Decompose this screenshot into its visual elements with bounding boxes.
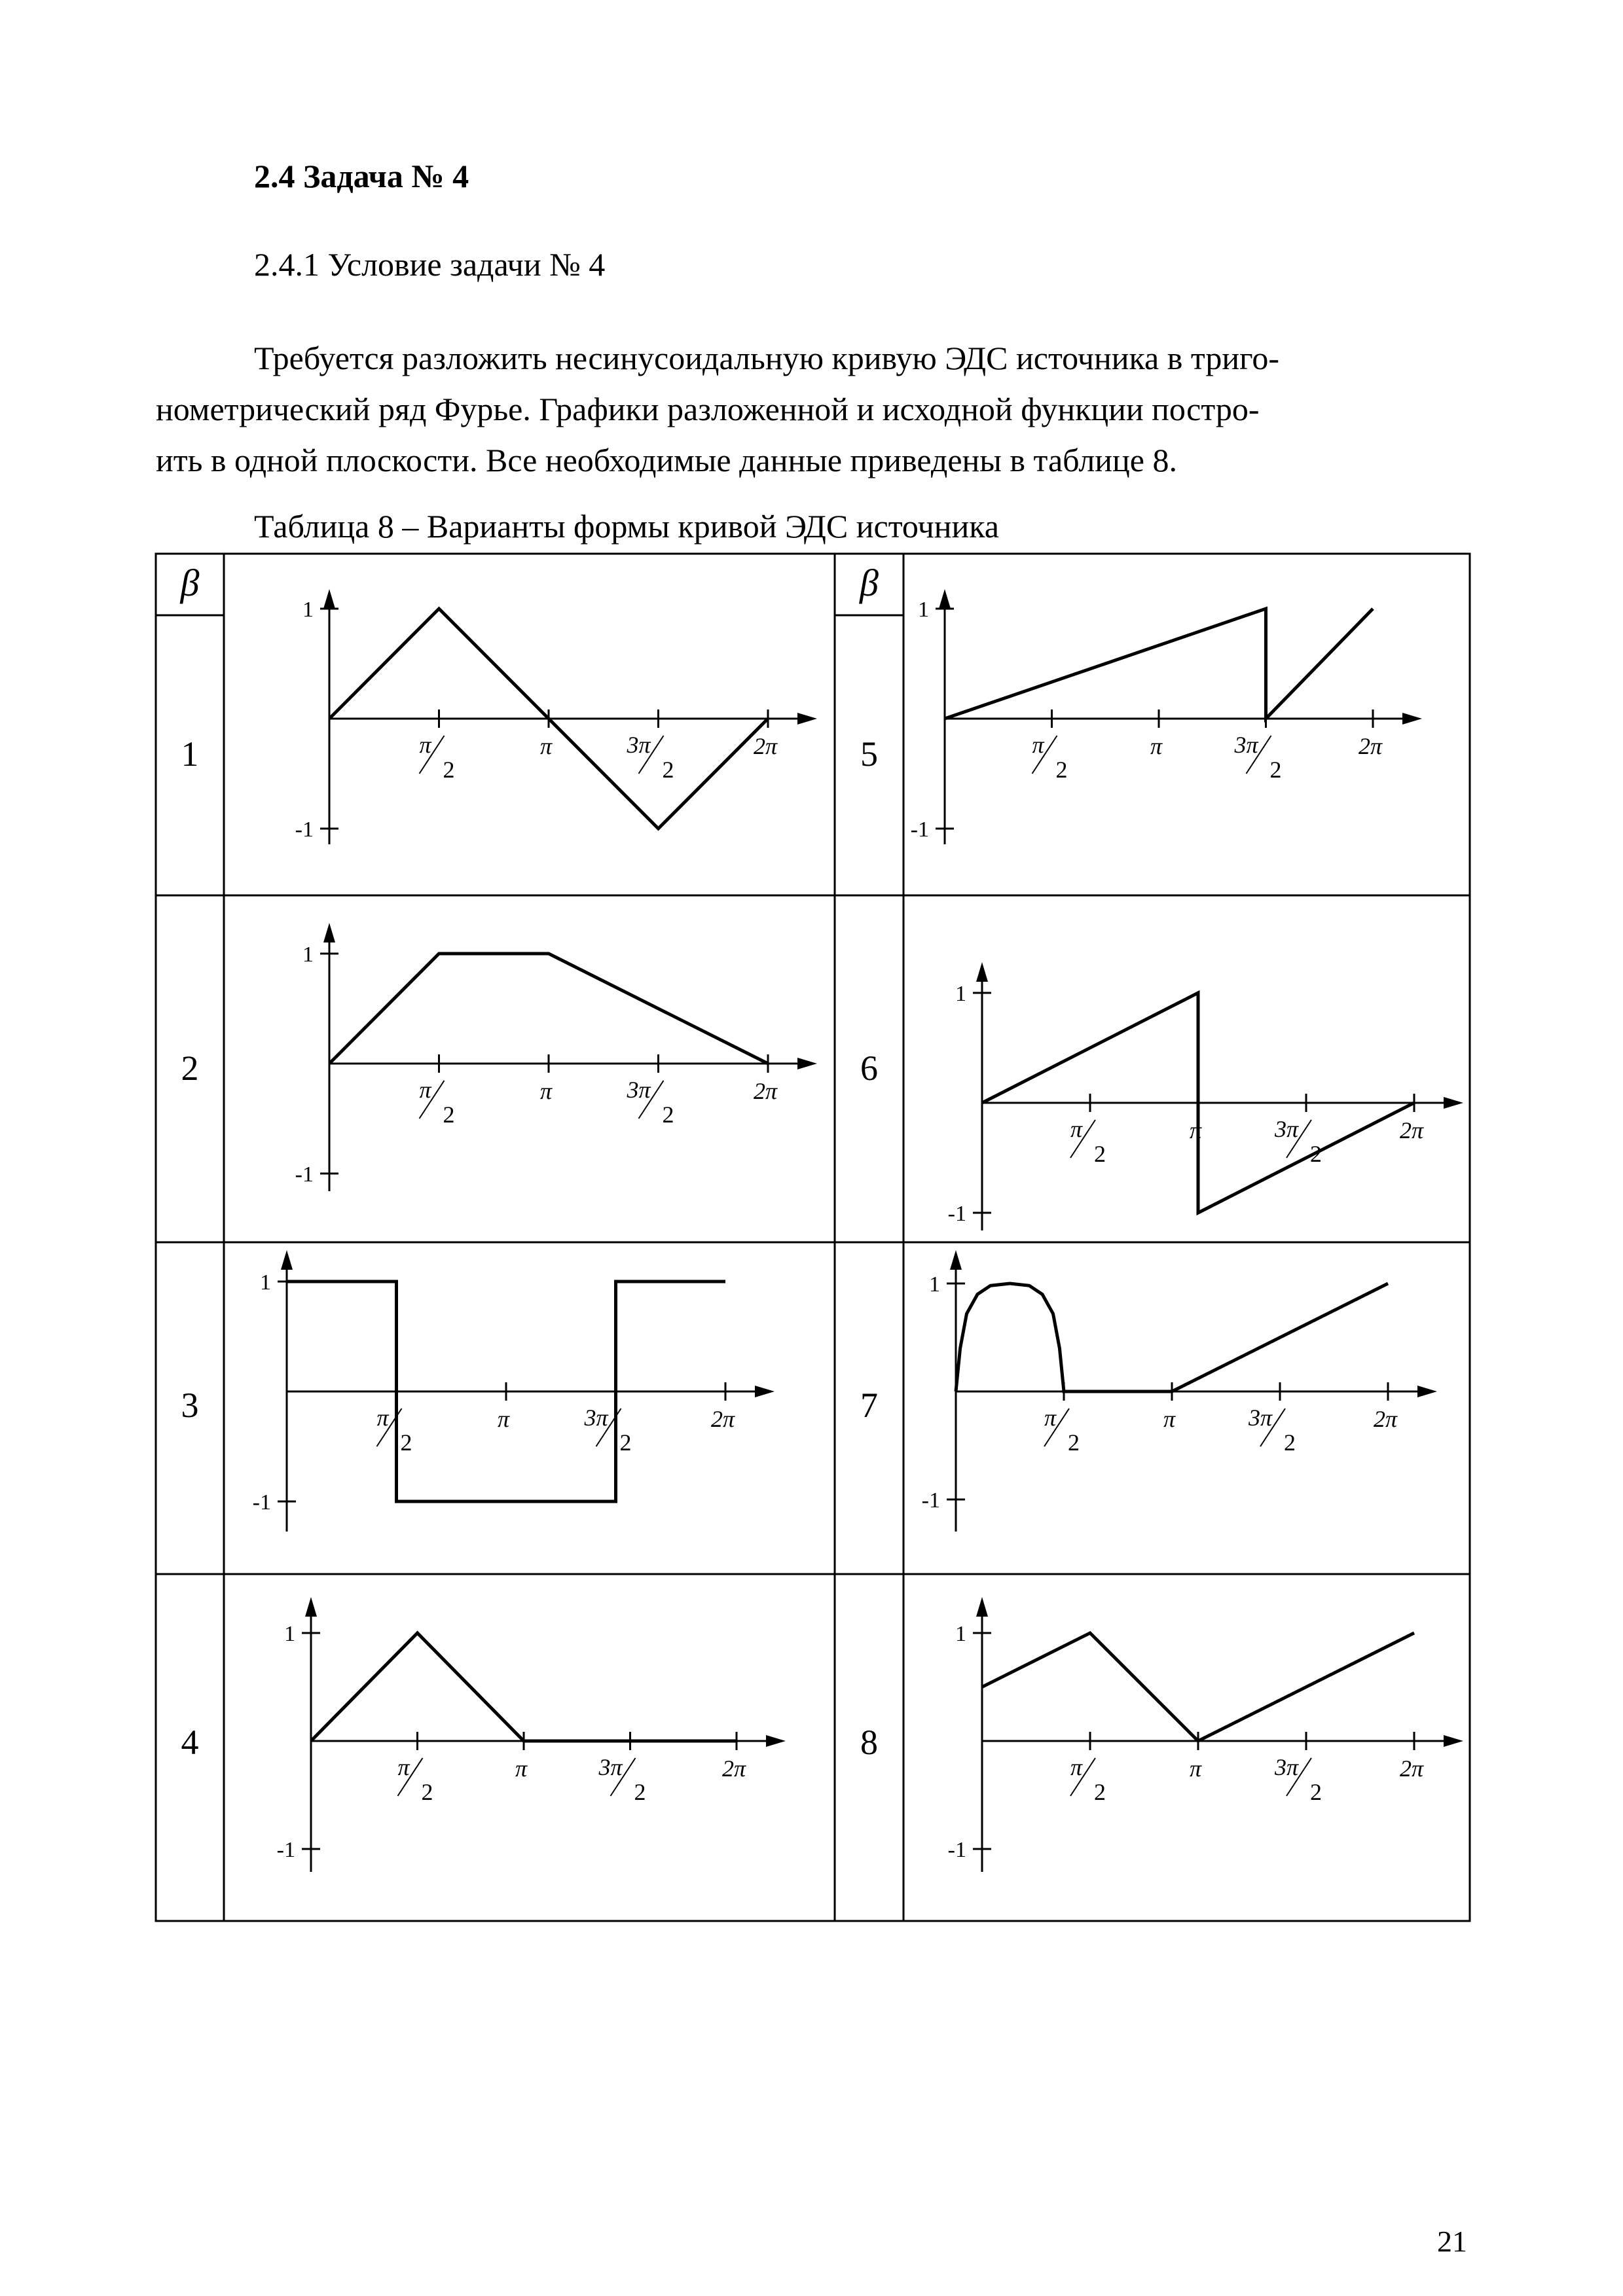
variant-number: 3 [181, 1386, 199, 1425]
y-label-1: 1 [929, 1272, 940, 1297]
y-label-1: 1 [260, 1270, 271, 1295]
fraction-numerator: 3π [598, 1754, 623, 1780]
x-label-pi-half [397, 1754, 433, 1805]
variant-7-cell [860, 1250, 1437, 1532]
x-label-pi-half [419, 1077, 454, 1128]
fraction-denominator: 2 [443, 1102, 455, 1128]
variant-2-cell [181, 923, 818, 1191]
x-label-three-pi-half [1233, 732, 1281, 783]
fraction-numerator: π [419, 732, 431, 758]
variant-number: 2 [181, 1049, 199, 1088]
x-label-pi: π [1189, 1117, 1202, 1143]
fraction-numerator: 3π [1234, 732, 1258, 758]
fraction-numerator: π [1032, 732, 1044, 758]
fraction-denominator: 2 [1094, 1779, 1106, 1805]
fraction-numerator: π [376, 1405, 389, 1431]
y-axis-arrow [950, 1250, 962, 1270]
variant-5-curve [945, 609, 1373, 719]
y-axis-arrow [323, 589, 335, 609]
x-axis-arrow [1444, 1735, 1463, 1747]
x-label-pi-half [419, 732, 454, 783]
section-heading: 2.4 Задача № 4 [254, 158, 469, 194]
x-axis-arrow [755, 1386, 775, 1397]
x-label-pi: π [1189, 1755, 1202, 1782]
y-label-minus-1: -1 [252, 1490, 271, 1515]
variant-7-curve [956, 1283, 1388, 1391]
fraction-denominator: 2 [1284, 1429, 1296, 1456]
y-axis-arrow [281, 1250, 293, 1270]
variant-4-curve [311, 1633, 737, 1741]
x-label-pi: π [515, 1755, 528, 1782]
variant-number: 5 [860, 734, 878, 774]
y-label-minus-1: -1 [910, 817, 929, 842]
variant-8-cell [860, 1597, 1463, 1872]
x-label-three-pi-half [1248, 1405, 1296, 1456]
variant-3-cell [181, 1250, 775, 1532]
x-label-pi-half [1032, 732, 1067, 783]
fraction-numerator: π [1070, 1754, 1082, 1780]
y-label-1: 1 [955, 1622, 966, 1646]
fraction-numerator: 3π [1274, 1116, 1298, 1142]
fraction-denominator: 2 [1310, 1779, 1322, 1805]
x-label-two-pi: 2π [721, 1755, 746, 1782]
variant-5-cell [860, 589, 1422, 844]
x-label-pi: π [1150, 733, 1163, 759]
fraction-denominator: 2 [1094, 1141, 1106, 1167]
x-axis-arrow [1444, 1097, 1463, 1109]
paragraph-line-2: нометрический ряд Фурье. Графики разложенной и исходной функции постро- [156, 391, 1260, 427]
y-label-1: 1 [302, 598, 314, 622]
x-label-two-pi: 2π [1358, 733, 1383, 759]
fraction-denominator: 2 [662, 757, 674, 783]
fraction-numerator: π [397, 1754, 410, 1780]
fraction-numerator: 3π [627, 1077, 651, 1103]
variant-number: 6 [860, 1049, 878, 1088]
x-label-two-pi: 2π [1373, 1406, 1398, 1432]
y-axis-arrow [323, 923, 335, 942]
y-axis-arrow [939, 589, 951, 609]
subsection-heading: 2.4.1 Условие задачи № 4 [254, 246, 606, 283]
x-label-three-pi-half [626, 1077, 674, 1128]
y-label-1: 1 [955, 982, 966, 1006]
y-label-minus-1: -1 [276, 1838, 295, 1862]
x-label-three-pi-half [1274, 1116, 1322, 1167]
fraction-numerator: 3π [584, 1405, 608, 1431]
x-label-pi-half [1070, 1116, 1106, 1167]
variant-1-cell [181, 589, 818, 844]
y-label-minus-1: -1 [921, 1488, 940, 1513]
y-label-1: 1 [284, 1622, 295, 1646]
variant-2-curve [329, 954, 768, 1064]
x-axis-arrow [1402, 713, 1422, 725]
x-label-three-pi-half [1274, 1754, 1322, 1805]
header-beta-left: β [180, 562, 200, 604]
page-number: 21 [1437, 2225, 1467, 2258]
y-axis-arrow [305, 1597, 317, 1617]
y-label-1: 1 [918, 598, 929, 622]
fraction-numerator: 3π [627, 732, 651, 758]
x-label-two-pi: 2π [710, 1406, 735, 1432]
x-label-two-pi: 2π [753, 733, 778, 759]
y-label-minus-1: -1 [295, 817, 314, 842]
fraction-denominator: 2 [1310, 1141, 1322, 1167]
fraction-denominator: 2 [634, 1779, 646, 1805]
x-label-three-pi-half [626, 732, 674, 783]
fraction-numerator: π [1070, 1116, 1082, 1142]
y-label-minus-1: -1 [947, 1202, 966, 1226]
table-caption: Таблица 8 – Варианты формы кривой ЭДС источника [254, 508, 999, 545]
fraction-denominator: 2 [662, 1102, 674, 1128]
paragraph-line-3: ить в одной плоскости. Все необходимые данные приведены в таблице 8. [156, 442, 1177, 478]
paragraph-line-1: Требуется разложить несинусоидальную кривую ЭДС источника в триго- [254, 340, 1279, 376]
fraction-denominator: 2 [619, 1429, 632, 1456]
x-axis-arrow [797, 713, 817, 725]
fraction-denominator: 2 [1068, 1429, 1080, 1456]
x-label-pi-half [1070, 1754, 1106, 1805]
header-beta-right: β [860, 562, 879, 604]
variant-number: 4 [181, 1723, 199, 1762]
fraction-numerator: 3π [1248, 1405, 1272, 1431]
fraction-numerator: 3π [1274, 1754, 1298, 1780]
x-label-two-pi: 2π [1399, 1117, 1424, 1143]
x-label-pi: π [1163, 1406, 1176, 1432]
variant-number: 8 [860, 1723, 878, 1762]
y-label-minus-1: -1 [947, 1838, 966, 1862]
y-label-1: 1 [302, 942, 314, 967]
x-label-pi-half [376, 1405, 412, 1456]
x-label-pi: π [539, 733, 553, 759]
x-label-three-pi-half [583, 1405, 631, 1456]
fraction-numerator: π [419, 1077, 431, 1103]
variant-number: 1 [181, 734, 199, 774]
fraction-denominator: 2 [400, 1429, 412, 1456]
y-axis-arrow [976, 1597, 988, 1617]
x-label-pi: π [539, 1078, 553, 1104]
variant-6-cell [860, 962, 1463, 1230]
x-label-two-pi: 2π [1399, 1755, 1424, 1782]
variant-8-curve [982, 1633, 1414, 1741]
x-label-three-pi-half [598, 1754, 646, 1805]
fraction-denominator: 2 [421, 1779, 433, 1805]
x-label-two-pi: 2π [753, 1078, 778, 1104]
x-label-pi-half [1044, 1405, 1080, 1456]
variant-4-cell [181, 1597, 786, 1872]
x-axis-arrow [1417, 1386, 1437, 1397]
fraction-denominator: 2 [443, 757, 455, 783]
x-axis-arrow [797, 1058, 817, 1069]
fraction-denominator: 2 [1055, 757, 1068, 783]
x-label-pi: π [497, 1406, 510, 1432]
fraction-denominator: 2 [1269, 757, 1282, 783]
x-axis-arrow [766, 1735, 786, 1747]
y-label-minus-1: -1 [295, 1162, 314, 1187]
fraction-numerator: π [1044, 1405, 1056, 1431]
y-axis-arrow [976, 962, 988, 982]
variant-number: 7 [860, 1386, 878, 1425]
